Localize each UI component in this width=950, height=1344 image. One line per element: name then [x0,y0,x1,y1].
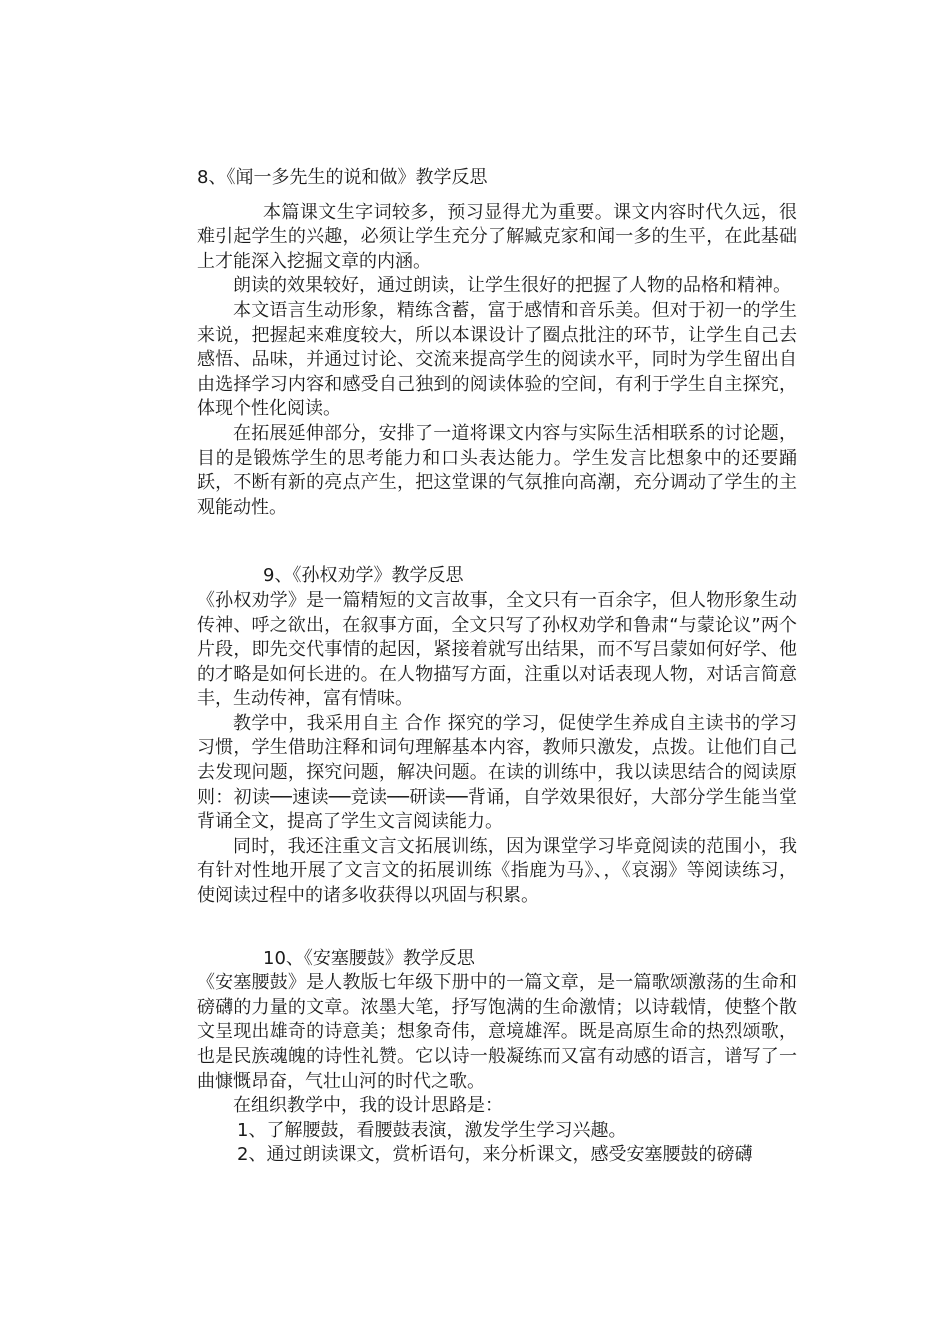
section-title-8: 8、《闻一多先生的说和做》教学反思 [197,167,488,188]
section-title-9: 9、《孙权劝学》教学反思 [263,565,464,587]
section-8-paragraph-3: 本文语言生动形象，精练含蓄，富于感情和音乐美。但对于初一的学生来说，把握起来难度较大，所以本课设计了圈点批注的环节，让学生自己去感悟、品味，并通过讨论、交流来提高学生的阅读水平，同时为学生留出自由选择学习内容和感受自己独到的阅读体验的空间，有利于学生自主探究，体现个性化阅读。 [197,299,797,420]
section-9-paragraph-3: 同时，我还注重文言文拓展训练，因为课堂学习毕竟阅读的范围小，我有针对性地开展了文言文的拓展训练《指鹿为马》、，《哀溺》等阅读练习，使阅读过程中的诸多收获得以巩固与积累。 [197,835,797,907]
section-title-10: 10、《安塞腰鼓》教学反思 [263,947,475,969]
section-10-paragraph-2: 在组织教学中，我的设计思路是： [233,1095,503,1117]
section-9-paragraph-2: 教学中，我采用自主 合作 探究的学习，促使学生养成自主读书的学习习惯，学生借助注释和词句理解基本内容，教师只激发，点拨。让他们自己去发现问题，探究问题，解决问题。在读的训练中，我以读思结合的阅读原则：初读──速读──竞读──研读──背诵，自学效果很好，大部分学生能当堂背诵全文，提高了学生文言阅读能力。 [197,712,797,833]
section-10-paragraph-1: 《安塞腰鼓》是人教版七年级下册中的一篇文章，是一篇歌颂激荡的生命和磅礴的力量的文章。浓墨大笔，抒写饱满的生命激情；以诗载情，使整个散文呈现出雄奇的诗意美；想象奇伟，意境雄浑。既是高原生命的热烈颂歌，也是民族魂魄的诗性礼赞。它以诗一般凝练而又富有动感的语言，谱写了一曲慷慨昂奋，气壮山河的时代之歌。 [197,972,797,1092]
section-8-paragraph-4: 在拓展延伸部分，安排了一道将课文内容与实际生活相联系的讨论题，目的是锻炼学生的思考能力和口头表达能力。学生发言比想象中的还要踊跃，不断有新的亮点产生，把这堂课的气氛推向高潮，充分调动了学生的主观能动性。 [197,422,797,518]
spacer [197,909,797,947]
document-page [197,166,797,1168]
section-8-paragraph-2: 朗读的效果较好，通过朗读，让学生很好的把握了人物的品格和精神。 [233,275,791,297]
section-8-paragraph-1: 本篇课文生字词较多，预习显得尤为重要。课文内容时代久远，很难引起学生的兴趣，必须让学生充分了解臧克家和闻一多的生平，在此基础上才能深入挖掘文章的内涵。 [197,201,797,272]
spacer [197,191,797,201]
spacer [197,520,797,564]
list-item: 2、通过朗读课文，赏析语句，来分析课文，感受安塞腰鼓的磅礴 [237,1144,753,1166]
list-item: 1、了解腰鼓，看腰鼓表演，激发学生学习兴趣。 [237,1119,627,1141]
section-9-paragraph-1: 《孙权劝学》是一篇精短的文言故事，全文只有一百余字，但人物形象生动传神、呼之欲出，在叙事方面，全文只写了孙权劝学和鲁肃“与蒙论议”两个片段，即先交代事情的起因，紧接着就写出结果，而不写吕蒙如何好学、他的才略是如何长进的。在人物描写方面，注重以对话表现人物，对话言简意丰，生动传神，富有情味。 [197,589,797,710]
